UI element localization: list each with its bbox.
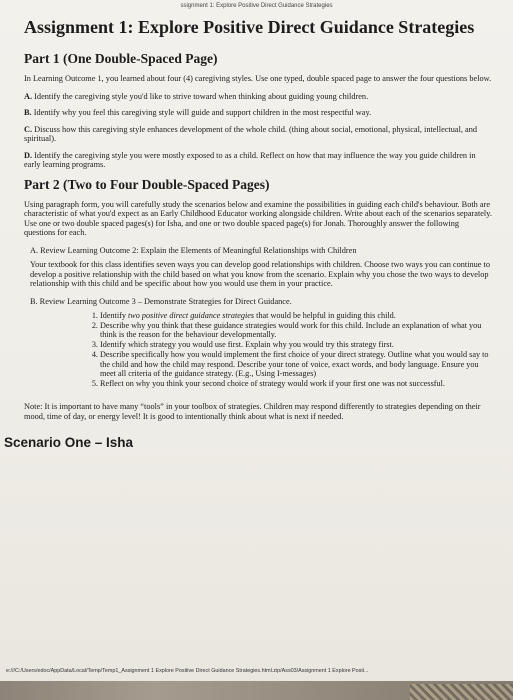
list-item: 5. Reflect on why you think your second choice of strategy would work if your first one was not successful. [100,379,492,388]
list-item: 4. Describe specifically how you would implement the first choice of your direct strategy. Outline what you would say to the child and how the child may respond. Describe your tone of voice, exact words, and body language. Ensure you meet all criteria of the guidance strategy. (E.g., Using I-messages) [100,350,492,378]
page-title: Assignment 1: Explore Positive Direct Guidance Strategies [24,17,475,37]
part1-question-c: C. Discuss how this caregiving style enhances development of the whole child. (thing about social, emotional, physical, intellectual, and spiritual). [24,124,478,143]
part1-question-b: B. Identify why you feel this caregiving style will guide and support children in the most respectful way. [24,108,372,117]
part1-heading: Part 1 (One Double-Spaced Page) [24,51,218,66]
list-item: 3. Identify which strategy you would use first. Explain why you would try this strategy first. [100,340,492,349]
part1-question-a: A. Identify the caregiving style you'd like to strive toward when thinking about guiding young children. [24,91,369,101]
part2-section-a-heading: A. Review Learning Outcome 2: Explain the Elements of Meaningful Relationships with Children [30,245,357,255]
part2-intro: Using paragraph form, you will carefully study the scenarios below and examine the possibilities in guiding each child's behaviour. Both are characteristic of what you'd expect as an Early Childhood Educator working alongside children. Write about each of the scenarios separately. Use one or two double spaced pages(s) for Isha, and one or two double spaced page(s) for Jonah. Thoroughly answer the following questions for each. [24,199,492,237]
guidance-steps-list [84,311,492,388]
note-paragraph: Note: It is important to have many “tools” in your toolbox of strategies. Children may respond differently to strategies depending on their mood, time of day, or energy level! It is good to intentionally think about what is next if needed. [24,402,481,421]
fabric-pattern [410,684,513,700]
part1-question-d: D. Identify the caregiving style you were mostly exposed to as a child. Reflect on how that may influence the way you guide children in early learning programs. [24,150,476,169]
part1-intro: In Learning Outcome 1, you learned about four (4) caregiving styles. Use one typed, double spaced page to answer the four questions below. [24,74,492,83]
file-path-footer: e:///C:/Users/edoc/AppData/Local/Temp/Temp1_Assignment 1 Explore Positive Direct Guidance Strategies.html.zip/Ass03/Assignment 1 Explore Posit... [6,668,369,674]
document-content [4,17,492,453]
list-item: 1. Identify two positive direct guidance strategies that would be helpful in guiding this child. [100,311,492,320]
browser-tab-title: ssignment 1: Explore Positive Direct Guidance Strategies [180,3,333,9]
part2-section-a-text: Your textbook for this class identifies seven ways you can develop good relationships with children. Choose two ways you can continue to develop a positive relationship with the child based on what you know from the scenario. Explain why you chose the two ways to develop relationship with this child and be specific about how you would use them in your practice. [30,260,491,288]
part2-section-b-heading: B. Review Learning Outcome 3 – Demonstrate Strategies for Direct Guidance. [30,296,292,306]
list-item: 2. Describe why you think that these guidance strategies would work for this child. Include an explanation of what you think is the reason for the behaviour developmentally. [100,321,492,340]
scenario-heading: Scenario One – Isha [4,435,134,451]
part2-heading: Part 2 (Two to Four Double-Spaced Pages) [24,176,270,192]
